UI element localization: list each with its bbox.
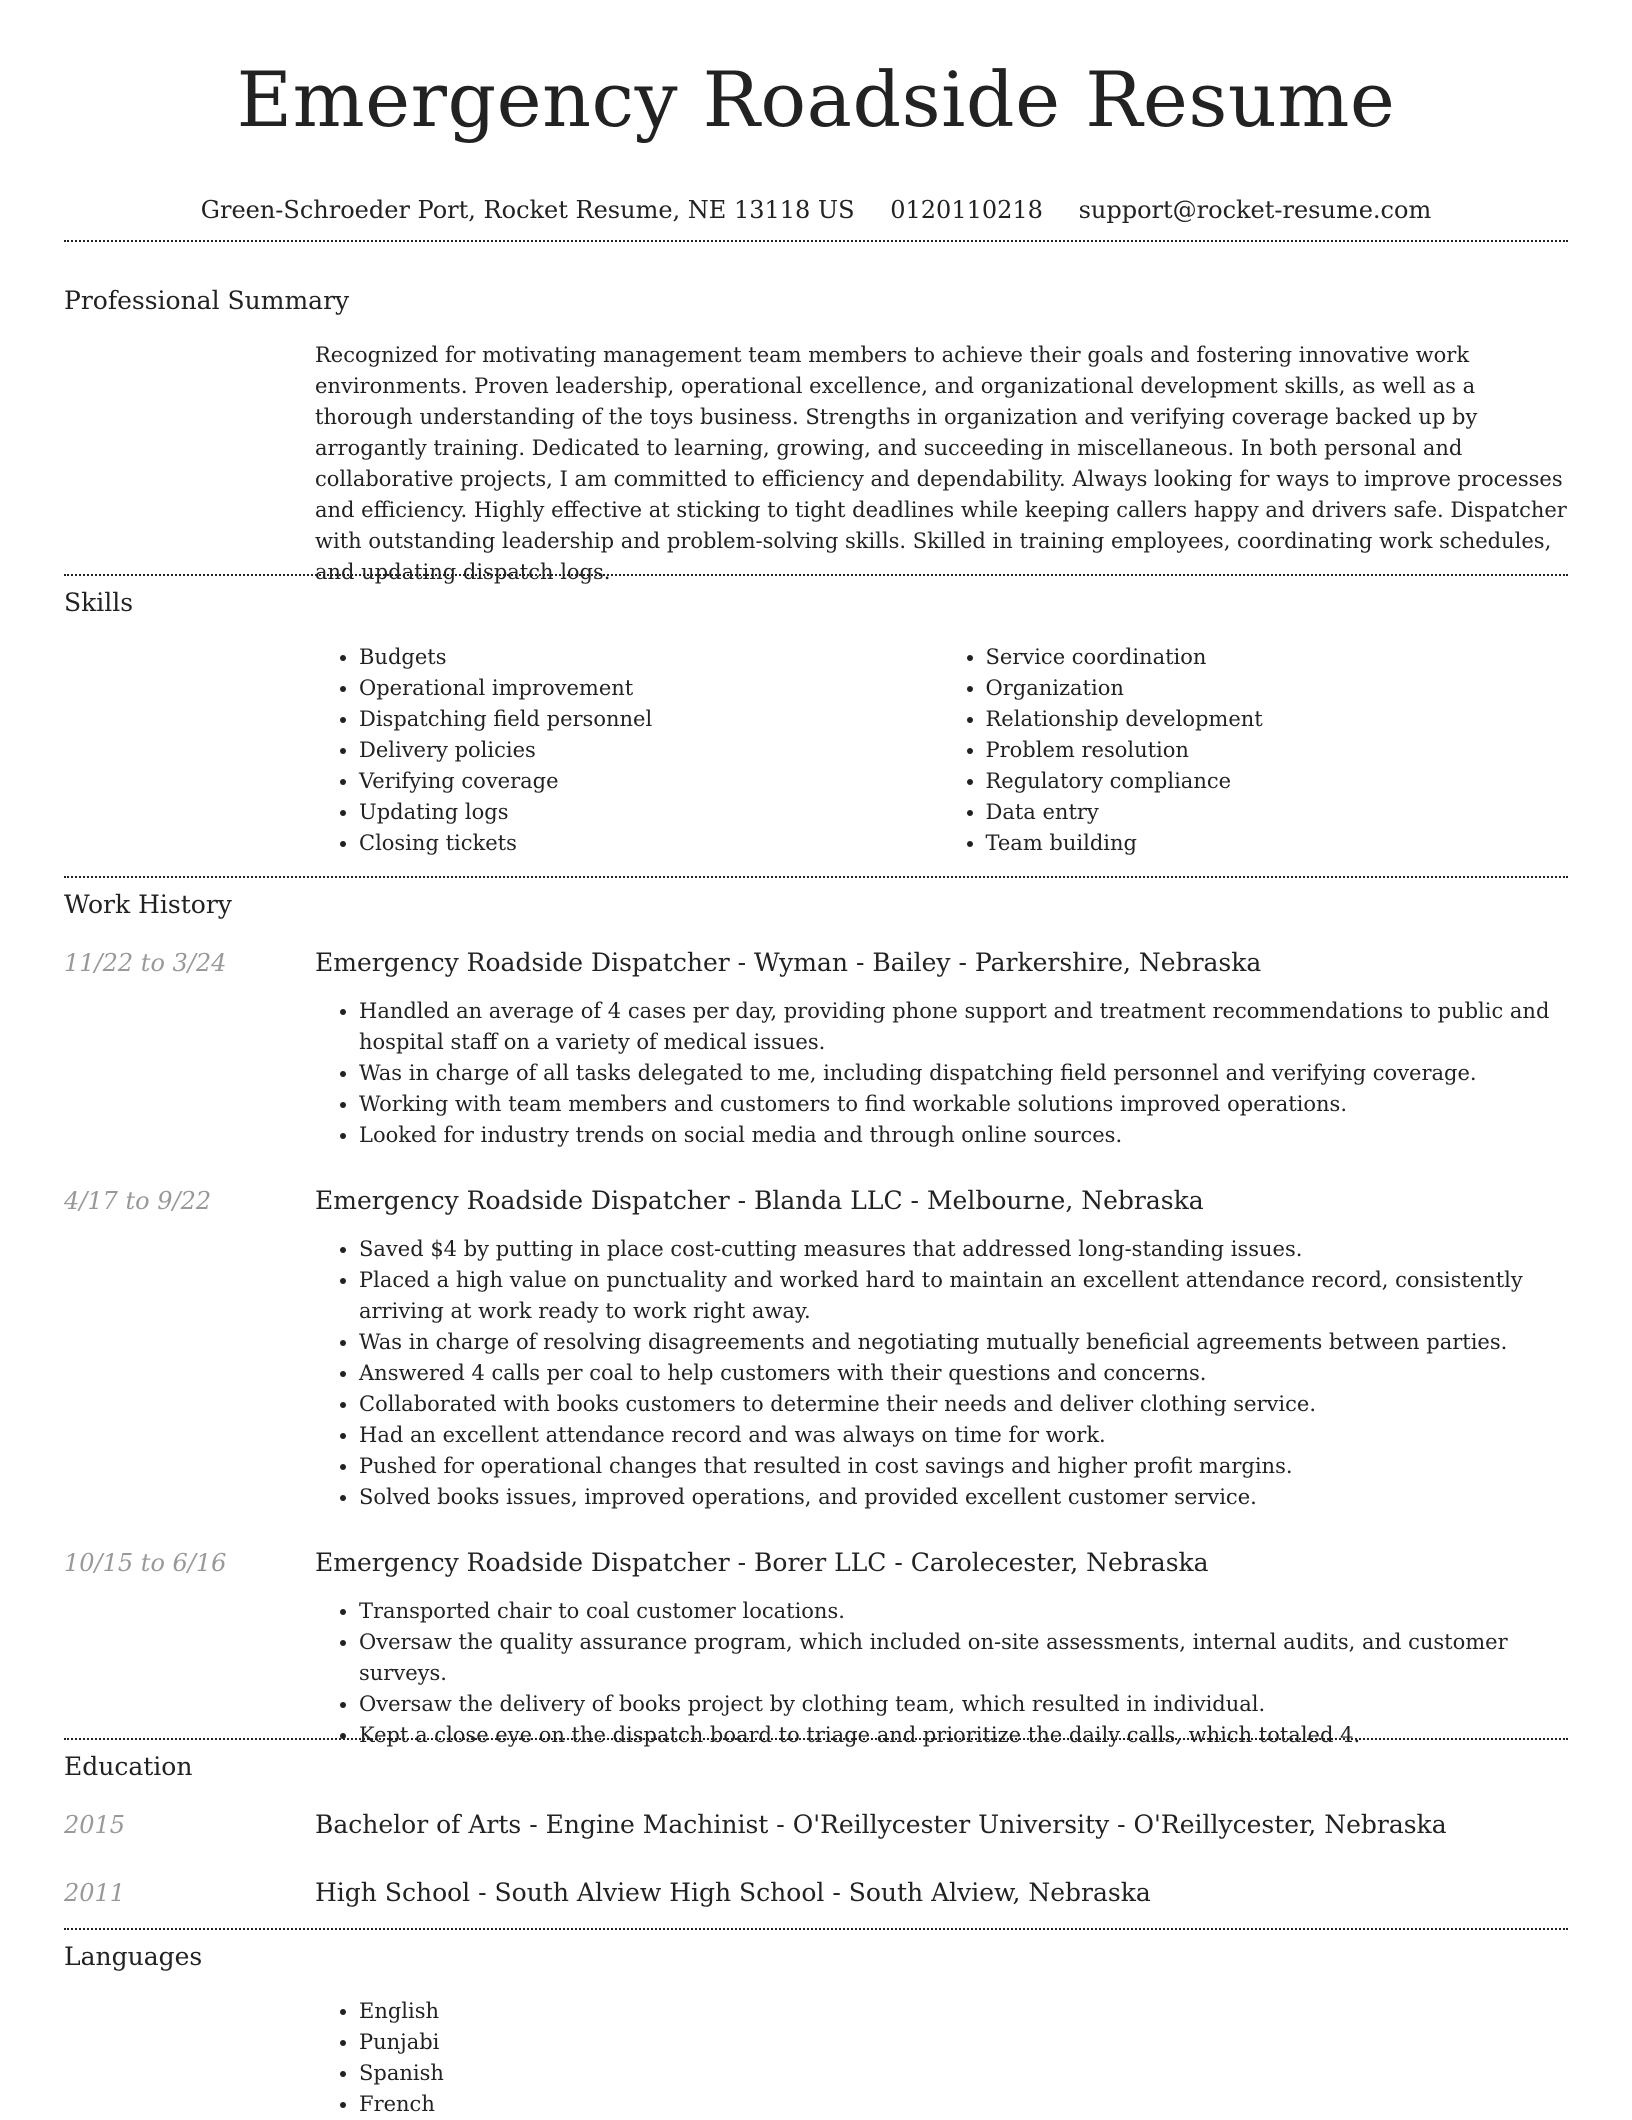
skill-item: • Service coordination (986, 642, 1569, 673)
skill-item: • Dispatching field personnel (359, 704, 942, 735)
job-bullet: • Oversaw the delivery of books project by clothing team, which resulted in individual. (359, 1689, 1568, 1720)
job-title: Emergency Roadside Dispatcher - Blanda LLC - Melbourne, Nebraska (315, 1186, 1204, 1215)
job-bullet: • Looked for industry trends on social media and through online sources. (359, 1120, 1568, 1151)
divider (64, 1928, 1568, 1930)
skill-item: • Verifying coverage (359, 766, 942, 797)
skill-item: • Regulatory compliance (986, 766, 1569, 797)
job-dates: 11/22 to 3/24 (64, 949, 227, 977)
skill-item: • Problem resolution (986, 735, 1569, 766)
skill-item: • Operational improvement (359, 673, 942, 704)
job-bullet: • Was in charge of resolving disagreements and negotiating mutually beneficial agreements between parties. (359, 1327, 1568, 1358)
job-bullet: • Oversaw the quality assurance program, which included on-site assessments, internal audits, and customer surveys. (359, 1627, 1568, 1689)
job-bullet: • Collaborated with books customers to determine their needs and deliver clothing service. (359, 1389, 1568, 1420)
skill-item: • Team building (986, 828, 1569, 859)
job-bullet: • Was in charge of all tasks delegated to me, including dispatching field personnel and verifying coverage. (359, 1058, 1568, 1089)
languages-list (315, 1996, 1568, 2120)
skill-item: • Data entry (986, 797, 1569, 828)
work-heading: Work History (64, 890, 232, 919)
skill-item: • Updating logs (359, 797, 942, 828)
address: Green-Schroeder Port, Rocket Resume, NE 13118 US (200, 196, 855, 224)
job-bullet: • Solved books issues, improved operations, and provided excellent customer service. (359, 1482, 1568, 1513)
job-bullet: • Saved $4 by putting in place cost-cutting measures that addressed long-standing issues. (359, 1234, 1568, 1265)
divider (64, 240, 1568, 242)
languages-section (315, 1996, 1568, 2120)
education-entry: Bachelor of Arts - Engine Machinist - O'Reillycester University - O'Reillycester, Nebraska (315, 1810, 1447, 1839)
language-item: • English (359, 1996, 1568, 2027)
job-bullet: • Answered 4 calls per coal to help customers with their questions and concerns. (359, 1358, 1568, 1389)
job-bullet: • Working with team members and customers to find workable solutions improved operations. (359, 1089, 1568, 1120)
languages-heading: Languages (64, 1942, 203, 1971)
education-entry: High School - South Alview High School - South Alview, Nebraska (315, 1878, 1151, 1907)
job-bullet: • Had an excellent attendance record and was always on time for work. (359, 1420, 1568, 1451)
education-year: 2011 (64, 1879, 126, 1907)
job-bullets (315, 996, 1568, 1151)
skill-item: • Closing tickets (359, 828, 942, 859)
job-bullet: • Transported chair to coal customer locations. (359, 1596, 1568, 1627)
email: support@rocket-resume.com (1078, 196, 1432, 224)
skills-heading: Skills (64, 588, 134, 617)
language-item: • Spanish (359, 2058, 1568, 2089)
job-dates: 4/17 to 9/22 (64, 1187, 212, 1215)
job-bullets (315, 1234, 1568, 1513)
summary-text: Recognized for motivating management team members to achieve their goals and fostering innovative work environments. Proven leadership, operational excellence, and organizational development skills, as well as a thorough understanding of the toys business. Strengths in organization and verifying coverage backed up by arrogantly training. Dedicated to learning, growing, and succeeding in miscellaneous. In both personal and collaborative projects, I am committed to efficiency and dependability. Always looking for ways to improve processes and efficiency. Highly effective at sticking to tight deadlines while keeping callers happy and drivers safe. Dispatcher with outstanding leadership and problem-solving skills. Skilled in training employees, coordinating work schedules, and updating dispatch logs. (315, 343, 1567, 584)
skill-item: • Relationship development (986, 704, 1569, 735)
language-item: • Punjabi (359, 2027, 1568, 2058)
divider (64, 574, 1568, 576)
contact-line (64, 190, 1568, 230)
skills-section (315, 642, 1568, 859)
education-year: 2015 (64, 1811, 126, 1839)
phone: 0120110218 (890, 196, 1043, 224)
job-bullet: • Kept a close eye on the dispatch board to triage and prioritize the daily calls, which totaled 4. (359, 1720, 1568, 1751)
job-bullet: • Handled an average of 4 cases per day, providing phone support and treatment recommendations to public and hospital staff on a variety of medical issues. (359, 996, 1568, 1058)
skills-list-left (315, 642, 942, 859)
summary-section (315, 340, 1568, 588)
job-dates: 10/15 to 6/16 (64, 1549, 227, 1577)
skill-item: • Budgets (359, 642, 942, 673)
language-item: • French (359, 2089, 1568, 2120)
job-bullet: • Placed a high value on punctuality and worked hard to maintain an excellent attendance record, consistently arriving at work ready to work right away. (359, 1265, 1568, 1327)
job-title: Emergency Roadside Dispatcher - Borer LLC - Carolecester, Nebraska (315, 1548, 1209, 1577)
divider (64, 876, 1568, 878)
job-bullets (315, 1596, 1568, 1751)
divider (64, 1738, 1568, 1740)
resume-page (64, 0, 1568, 2116)
job-title: Emergency Roadside Dispatcher - Wyman - Bailey - Parkershire, Nebraska (315, 948, 1262, 977)
education-heading: Education (64, 1752, 193, 1781)
job-bullet: • Pushed for operational changes that resulted in cost savings and higher profit margins. (359, 1451, 1568, 1482)
skills-list-right (942, 642, 1569, 859)
skill-item: • Organization (986, 673, 1569, 704)
summary-heading: Professional Summary (64, 286, 350, 315)
skills-grid (315, 642, 1568, 859)
skill-item: • Delivery policies (359, 735, 942, 766)
resume-title: Emergency Roadside Resume (236, 55, 1396, 144)
